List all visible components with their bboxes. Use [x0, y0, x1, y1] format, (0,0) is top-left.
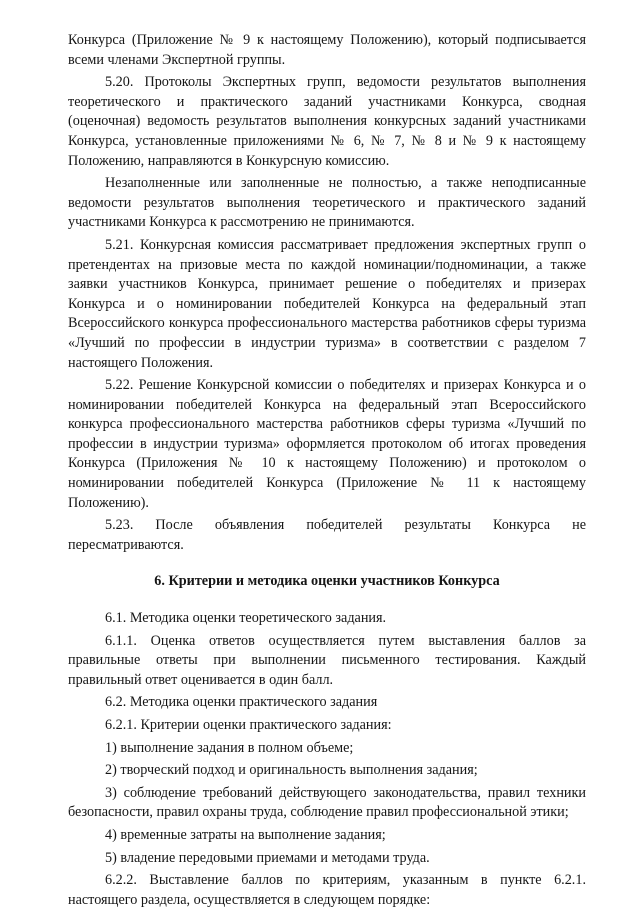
list-item-2: 2) творческий подход и оригинальность выполнения задания;	[105, 762, 478, 779]
section-heading: 6. Критерии и методика оценки участников Конкурса	[154, 573, 500, 590]
list-item-5: 5) владение передовыми приемами и методами труда.	[105, 849, 430, 866]
paragraph-6-1: 6.1. Методика оценки теоретического задания.	[105, 610, 387, 627]
paragraph-6-2-1: 6.2.1. Критерии оценки практического задания:	[105, 717, 392, 733]
document-body	[68, 31, 586, 910]
paragraph-5-21: 5.21. Конкурсная комиссия рассматривает предложения экспертных групп о претендентах на призовые места по каждой номинации/подноминации, а также заявки участников Конкурса, принимает решение о победителях и призерах Конкурса и о номинировании победителей Конкурса на федеральный этап Всероссийского конкурса профессионального мастерства работников сферы туризма «Лучший по профессии в индустрии туризма» в соответствии с разделом 7 настоящего Положения.	[68, 236, 586, 371]
list-item-1: 1) выполнение задания в полном объеме;	[105, 739, 354, 756]
list-item-4: 4) временные затраты на выполнение задания;	[105, 826, 386, 843]
paragraph-5-22: 5.22. Решение Конкурсной комиссии о победителях и призерах Конкурса и о номинировании победителей Конкурса на федеральный этап Всероссийского конкурса профессионального мастерства работников сферы туризма «Лучший по профессии в индустрии туризма» оформляется протоколом об итогах проведения Конкурса (Приложения № 10 к настоящему Положению) и протоколом о номинировании победителей Конкурса (Приложение № 11 к настоящему Положению).	[68, 377, 586, 511]
paragraph-6-1-1: 6.1.1. Оценка ответов осуществляется путем выставления баллов за правильные ответы при выполнении письменного тестирования. Каждый правильный ответ оценивается в один балл.	[68, 632, 586, 688]
paragraph-5-20-note: Незаполненные или заполненные не полностью, а также неподписанные ведомости результатов выполнения теоретического и практического заданий участниками Конкурса к рассмотрению не принимаются.	[68, 175, 586, 231]
paragraph-5-20: 5.20. Протоколы Экспертных групп, ведомости результатов выполнения теоретического и практического заданий участниками Конкурса, сводная (оценочная) ведомость результатов выполнения конкурсных заданий участниками Конкурса, установленные приложениями № 6, № 7, № 8 и № 9 к настоящему Положению, направляются в Конкурсную комиссию.	[68, 74, 586, 169]
list-item-3: 3) соблюдение требований действующего законодательства, правил техники безопасности, правил охраны труда, соблюдение правил профессиональной этики;	[68, 784, 586, 821]
paragraph-continuation: Конкурса (Приложение № 9 к настоящему Положению), который подписывается всеми членами Экспертной группы.	[68, 32, 586, 68]
paragraph-6-2-2: 6.2.2. Выставление баллов по критериям, указанным в пункте 6.2.1. настоящего раздела, осуществляется в следующем порядке:	[68, 872, 586, 908]
paragraph-6-2: 6.2. Методика оценки практического задания	[105, 694, 378, 711]
paragraph-5-23: 5.23. После объявления победителей результаты Конкурса не пересматриваются.	[68, 517, 586, 553]
